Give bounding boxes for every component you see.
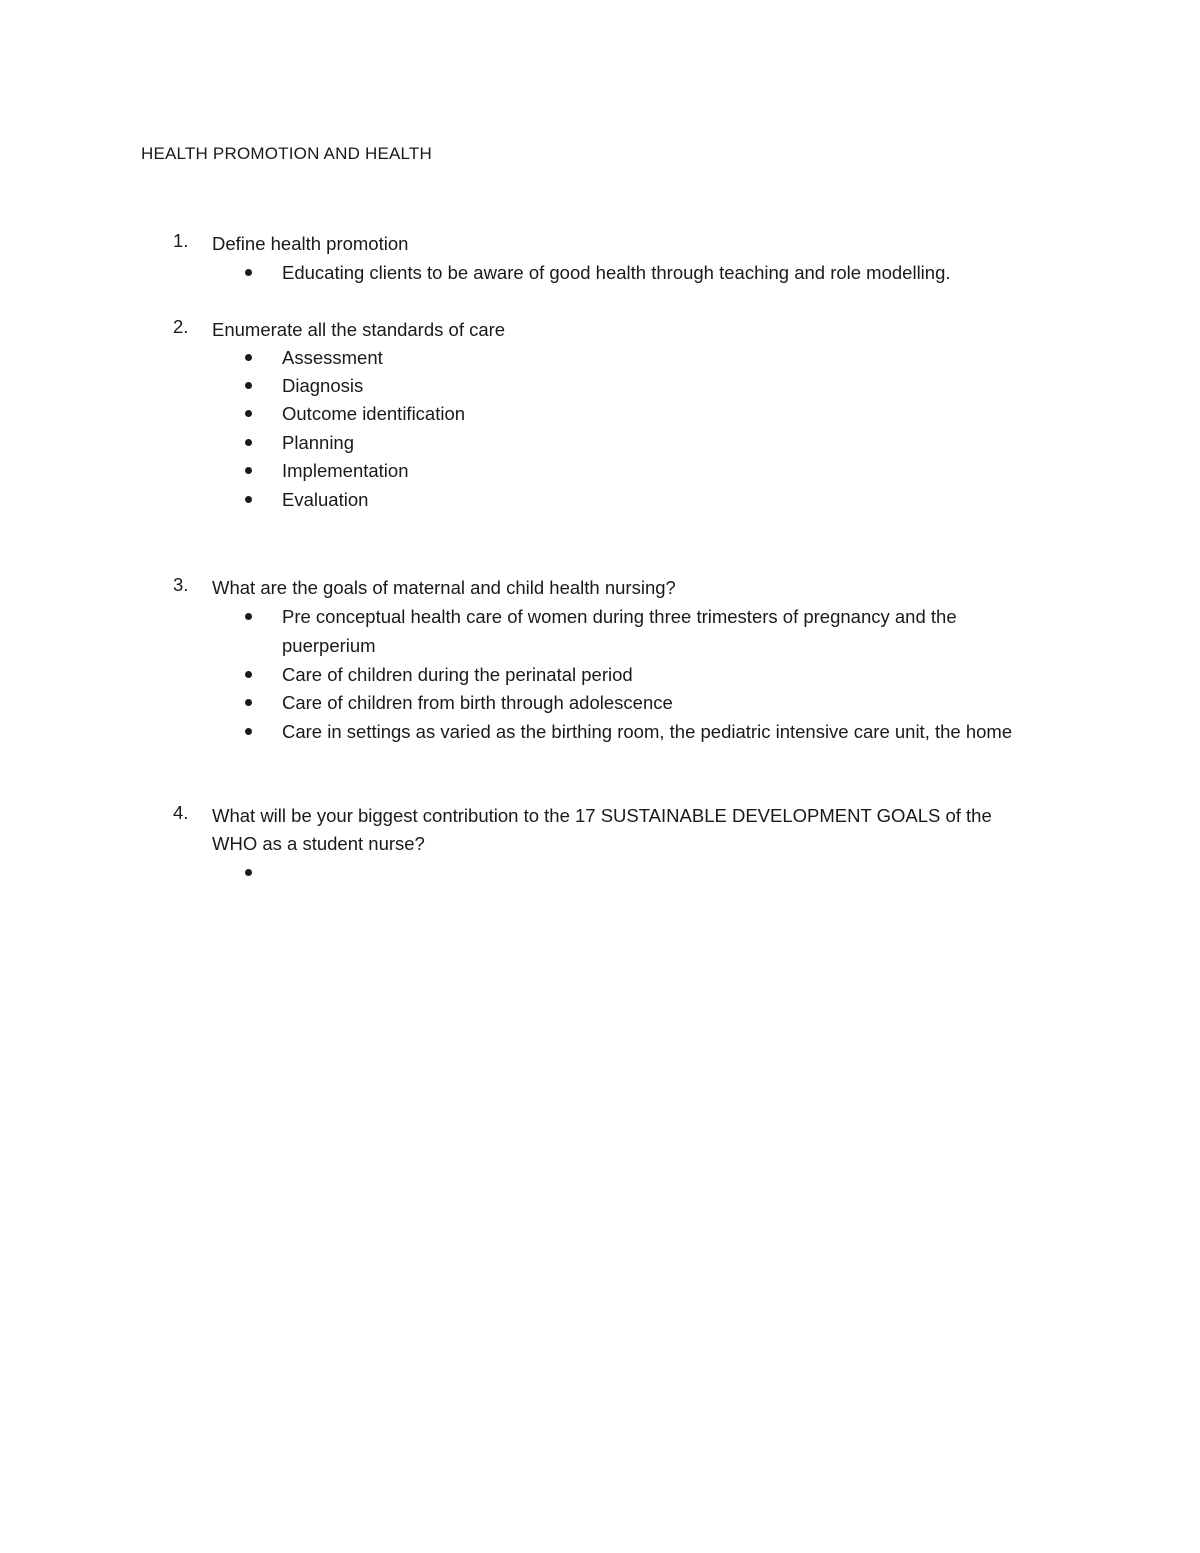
document-title: HEALTH PROMOTION AND HEALTH (141, 144, 432, 163)
answer-text: Evaluation (282, 489, 369, 510)
bullet-icon (245, 269, 252, 276)
bullet-icon (245, 439, 252, 446)
answer-text: Diagnosis (282, 375, 364, 396)
bullet-icon (245, 613, 252, 620)
answer-text: Assessment (282, 347, 383, 368)
answer-text: Care of children during the perinatal period (282, 664, 633, 685)
question-text: Enumerate all the standards of care (212, 319, 506, 340)
bullet-icon (245, 728, 252, 735)
answer-text: Implementation (282, 460, 409, 481)
answer-text: Care in settings as varied as the birthing room, the pediatric intensive care unit, the home (282, 721, 1013, 742)
bullet-icon (245, 869, 252, 876)
question-text: Define health promotion (212, 233, 409, 254)
bullet-icon (245, 467, 252, 474)
question-number: 3. (173, 574, 189, 595)
question-text: What are the goals of maternal and child health nursing? (212, 577, 676, 598)
question-number: 2. (173, 316, 189, 337)
bullet-icon (245, 496, 252, 503)
answer-text: Outcome identification (282, 403, 466, 424)
answer-text: Pre conceptual health care of women during three trimesters of pregnancy and the puerperium (282, 606, 957, 656)
answer-text: Planning (282, 432, 355, 453)
answer-text: Care of children from birth through adolescence (282, 692, 673, 713)
bullet-icon (245, 382, 252, 389)
question-number: 4. (173, 802, 189, 823)
bullet-icon (245, 671, 252, 678)
bullet-icon (245, 699, 252, 706)
bullet-icon (245, 354, 252, 361)
bullet-icon (245, 410, 252, 417)
question-text: What will be your biggest contribution to the 17 SUSTAINABLE DEVELOPMENT GOALS of the WHO as a student nurse? (212, 805, 992, 854)
answer-text: Educating clients to be aware of good health through teaching and role modelling. (282, 262, 951, 283)
question-number: 1. (173, 230, 189, 251)
